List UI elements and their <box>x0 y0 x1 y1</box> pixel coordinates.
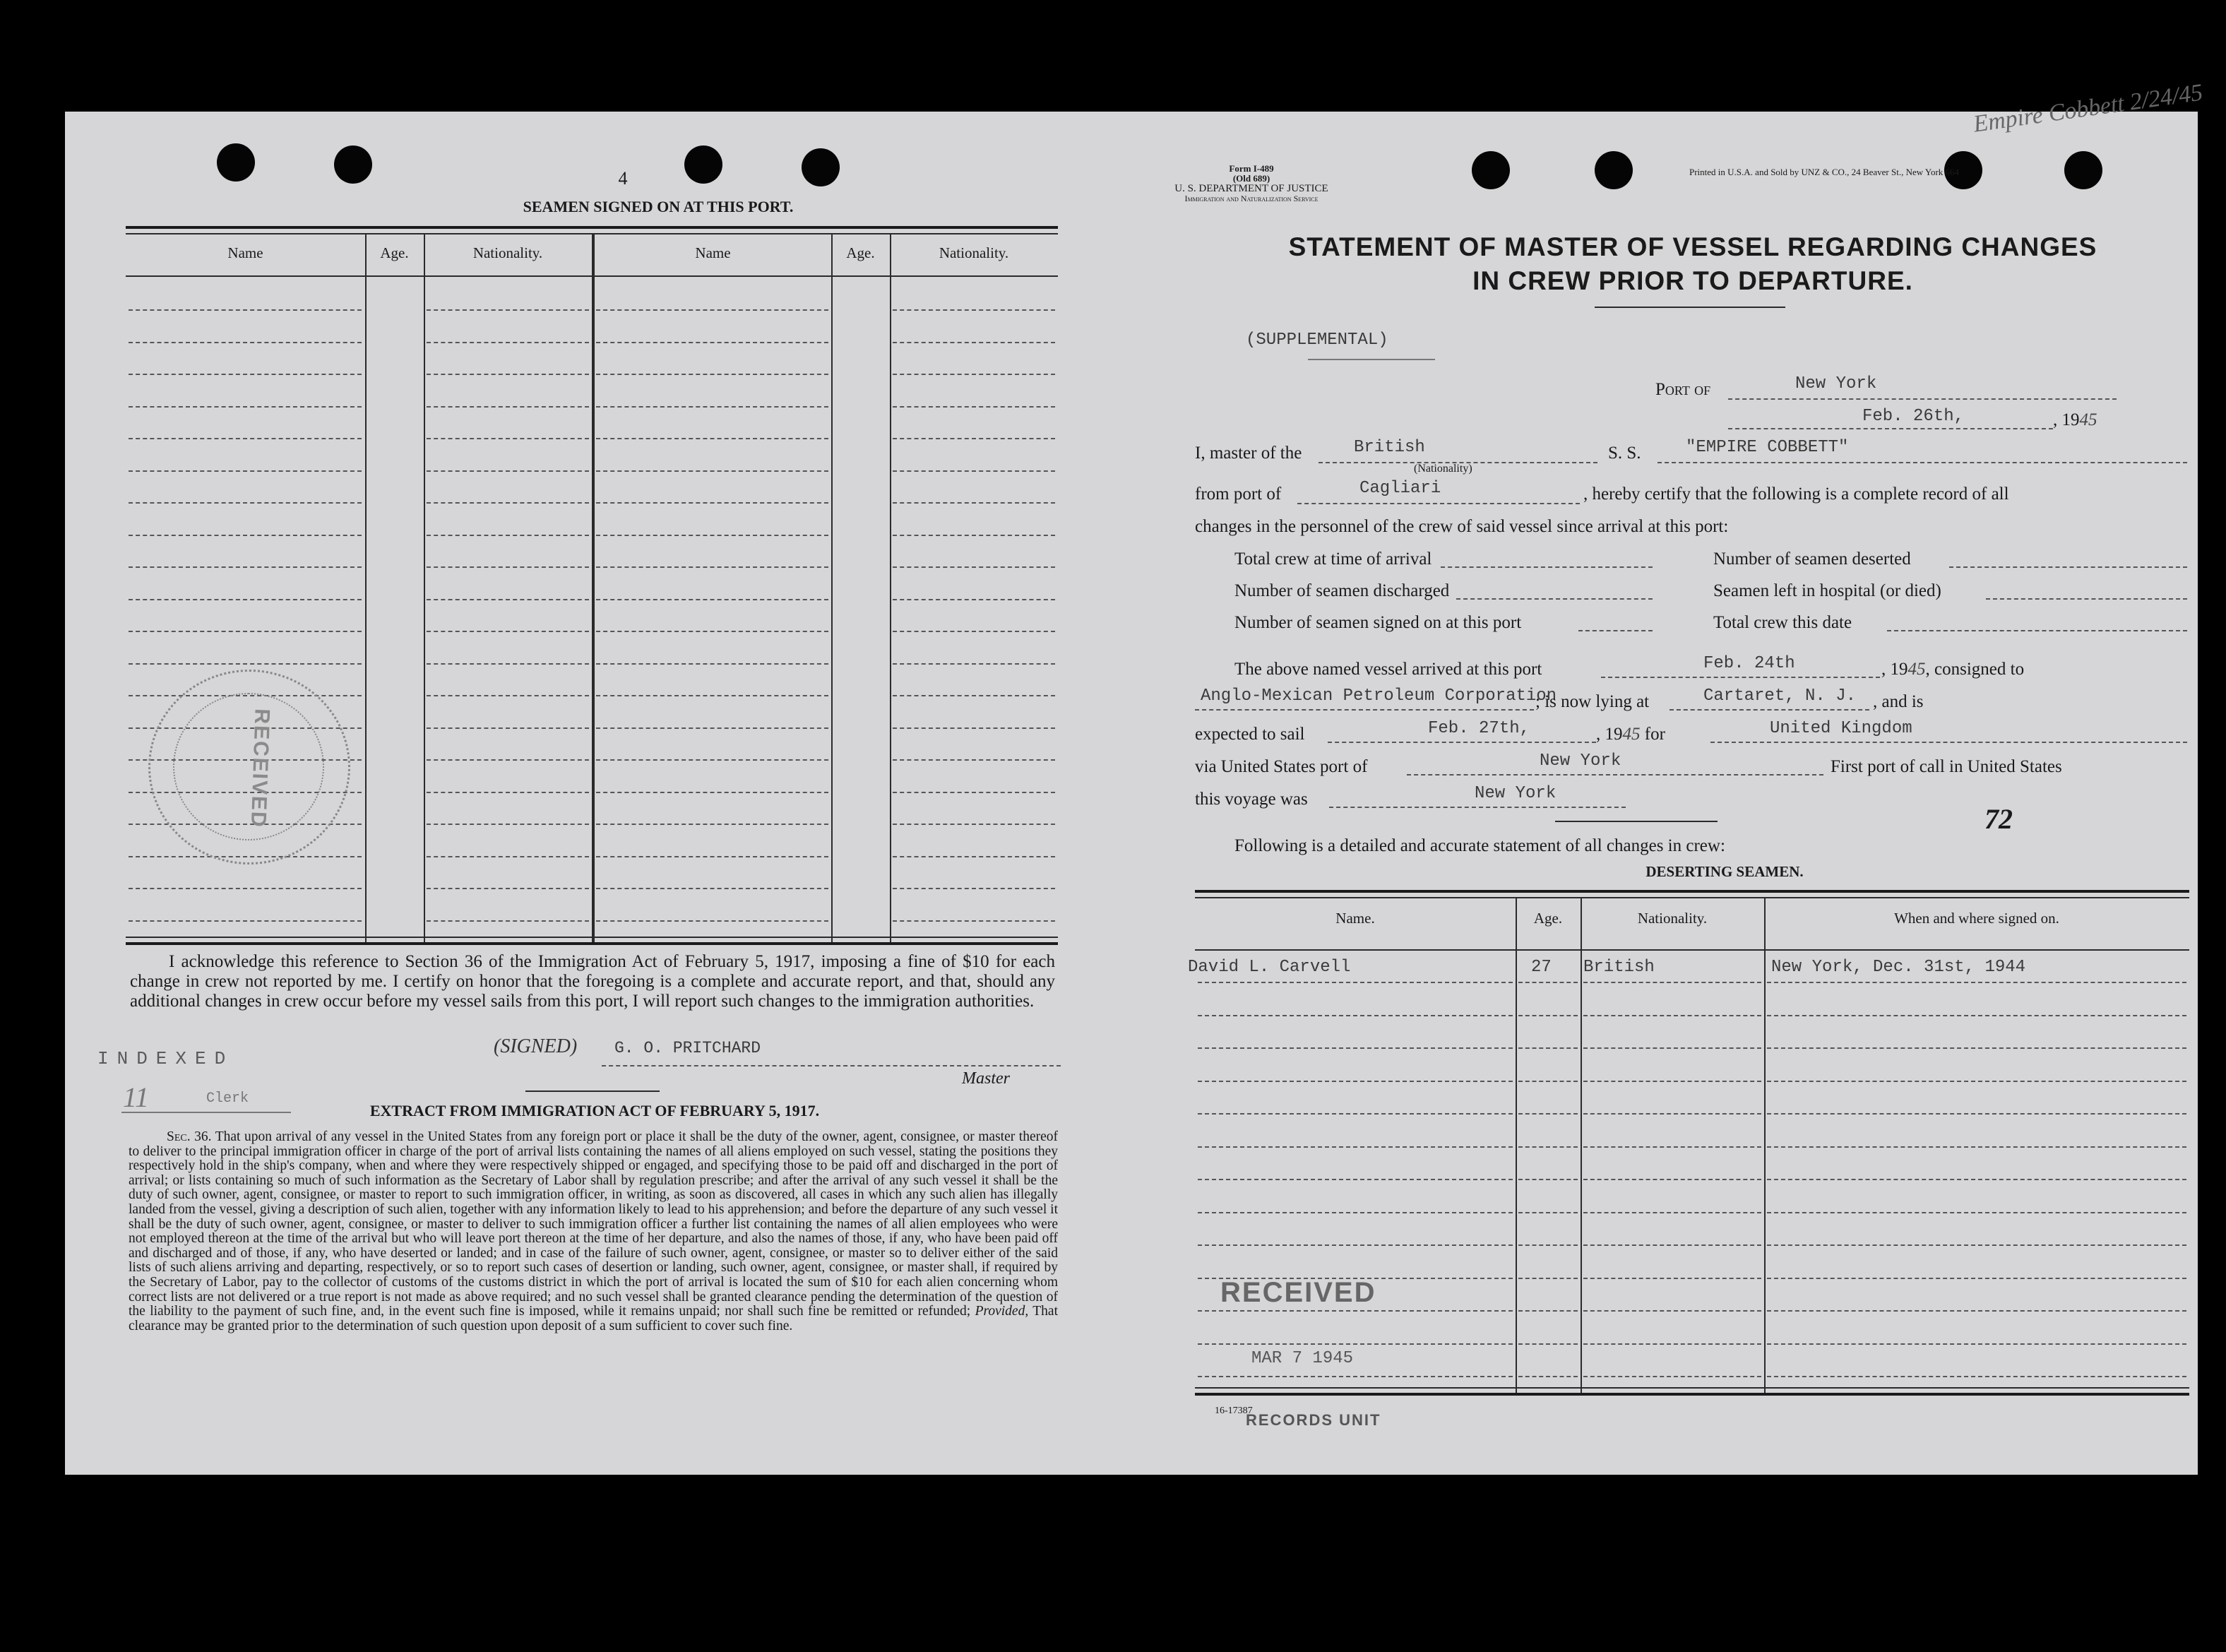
following-text: Following is a detailed and accurate statement of all changes in crew: <box>1234 836 1725 855</box>
received-date-stamp: MAR 7 1945 <box>1251 1349 1354 1368</box>
total-arrival-label: Total crew at time of arrival <box>1234 549 1432 569</box>
page-number: 4 <box>618 168 628 189</box>
ruled-row-line <box>596 535 828 536</box>
ruled-row-line <box>1518 1081 1578 1082</box>
ruled-row-line <box>1518 1146 1578 1148</box>
ruled-row-line <box>1767 1113 2186 1115</box>
ruled-row-line <box>1583 1047 1761 1049</box>
ruled-row-line <box>1518 1179 1578 1180</box>
ruled-row-line <box>1518 1244 1578 1246</box>
signed-note: (SIGNED) <box>494 1035 578 1057</box>
column-header-nationality: Nationality. <box>939 244 1009 261</box>
ruled-row-line <box>1518 1278 1578 1279</box>
ruled-row-line <box>596 566 828 568</box>
ruled-row-line <box>596 470 828 472</box>
from-port-value: Cagliari <box>1359 479 1441 498</box>
punch-hole <box>802 148 840 186</box>
ruled-row-line <box>427 470 589 472</box>
records-unit-stamp: RECORDS UNIT <box>1246 1411 1381 1429</box>
ruled-row-line <box>427 856 589 857</box>
ruled-row-line <box>596 888 828 889</box>
ruled-row-line <box>596 342 828 343</box>
ruled-row-line <box>1518 1343 1578 1345</box>
extract-text: Sec. 36. That upon arrival of any vessel in the United States from any foreign port or place it shall be the duty of the owner, agent, consignee, or master thereof to deliver to the principal immigration officer in charge of the port of arrival lists containing the names of all aliens employed on such vessel, stating the positions they respectively hold in the ship's company, when and where they were respectively shipped or engaged, and specifying those to be paid off and discharged in the port of arrival; or lists containing so much of such information as the Secretary of Labor shall by regulation prescribe; and after the arrival of any such vessel it shall be the duty of such owner, agent, consignee, or master to report to such immigration officer, in writing, as soon as discovered, all cases in which any such alien has illegally landed from the vessel, giving a description of such alien, together with any information likely to lead to his apprehension; and before the departure of any such vessel it shall be the duty of such owner, agent, consignee, or master to deliver to such immigration officer a further list containing the names of all alien employees who were not employed thereon at the time of the arrival but who will leave port thereon at the time of her departure, and also the names of those, if any, who have been paid off and discharged and of those, if any, who have deserted or landed; and in case of the failure of such owner, agent, consignee, or master so to deliver either of the said lists of such aliens arriving and departing, respectively, or so to report such cases of desertion or landing, such owner, agent, consignee, or master shall, if required by the Secretary of Labor, pay to the collector of customs of the customs district in which the port of arrival is located the sum of $10 for each alien concerning whom correct lists are not delivered or a true report is not made as above required; and no such vessel shall be granted clearance pending the determination of the question of the liability to the payment of such fine, and, in the event such fine is imposed, while it remains unpaid; nor shall such fine be remitted or refunded; Provided, That clearance may be granted prior to the determination of such question upon deposit of a sum sufficient to cover such fine. <box>129 1129 1058 1333</box>
total-date-label: Total crew this date <box>1713 613 1852 632</box>
certify-text: , hereby certify that the following is a complete record of all <box>1583 485 2009 504</box>
ruled-row-line <box>1198 1081 1513 1082</box>
ruled-row-line <box>427 888 589 889</box>
master-signature: G. O. PRITCHARD <box>614 1039 761 1057</box>
punch-hole <box>217 143 255 182</box>
ruled-row-line <box>1767 1146 2186 1148</box>
received-seal-stamp <box>148 670 350 864</box>
punch-hole <box>2064 151 2102 189</box>
ruled-row-line <box>129 342 362 343</box>
arrived-year: , 1945, consigned to <box>1881 660 2025 679</box>
column-header-name: Name. <box>1335 910 1375 927</box>
changes-text: changes in the personnel of the crew of said vessel since arrival at this port: <box>1195 517 1729 536</box>
ruled-row-line <box>427 759 589 761</box>
from-port-label: from port of <box>1195 485 1282 504</box>
ruled-row-line <box>427 920 589 922</box>
ruled-row-line <box>1767 1376 2186 1377</box>
ruled-row-line <box>427 566 589 568</box>
ruled-row-line <box>596 824 828 825</box>
ruled-row-line <box>1198 1179 1513 1180</box>
ruled-row-line <box>129 888 362 889</box>
ruled-row-line <box>596 309 828 311</box>
nationality-value: British <box>1354 438 1425 457</box>
ruled-row-line <box>1518 1015 1578 1016</box>
port-of-value: New York <box>1795 374 1877 393</box>
punch-hole <box>1472 151 1510 189</box>
ruled-row-line <box>893 759 1055 761</box>
ruled-row-line <box>893 824 1055 825</box>
deserter-nationality: British <box>1583 958 1655 977</box>
ruled-row-line <box>893 566 1055 568</box>
ruled-row-line <box>1583 1146 1761 1148</box>
consignee-value: Anglo-Mexican Petroleum Corporation <box>1201 687 1557 706</box>
signed-on-title: SEAMEN SIGNED ON AT THIS PORT. <box>523 198 794 215</box>
acknowledgement-text: I acknowledge this reference to Section 36 of the Immigration Act of February 5, 1917, imposing a fine of $10 for each change in crew not reported by me. I certify on honor that the foregoing is a complete and accurate report, and that, should any additional changes in crew occur before my vessel sails from this port, I will report such changes to the immigration authorities. <box>130 952 1055 1011</box>
ruled-row-line <box>1583 1113 1761 1115</box>
ruled-row-line <box>129 309 362 311</box>
received-stamp: RECEIVED <box>1220 1277 1376 1308</box>
nationality-caption: (Nationality) <box>1414 463 1472 475</box>
ruled-row-line <box>1518 1376 1578 1377</box>
expected-label: expected to sail <box>1195 725 1305 744</box>
ruled-row-line <box>1583 1015 1761 1016</box>
ruled-row-line <box>427 374 589 375</box>
ruled-row-line <box>1198 1244 1513 1246</box>
ruled-row-line <box>1518 982 1578 983</box>
ruled-row-line <box>893 374 1055 375</box>
column-header-name: Name <box>695 244 731 261</box>
via-value: New York <box>1540 751 1621 771</box>
ruled-row-line <box>893 856 1055 857</box>
column-header-age: Age. <box>380 244 409 261</box>
indexed-clerk-label: Clerk <box>206 1091 249 1107</box>
ruled-row-line <box>893 309 1055 311</box>
ruled-row-line <box>1767 1015 2186 1016</box>
ruled-row-line <box>1767 1179 2186 1180</box>
destination-value: United Kingdom <box>1770 719 1912 738</box>
ruled-row-line <box>129 406 362 408</box>
ruled-row-line <box>596 502 828 504</box>
ruled-row-line <box>1518 1212 1578 1213</box>
column-header-nationality: Nationality. <box>1637 910 1708 927</box>
ruled-row-line <box>596 695 828 696</box>
ruled-row-line <box>1583 1244 1761 1246</box>
ruled-row-line <box>129 374 362 375</box>
handwritten-number: 72 <box>1984 803 2013 835</box>
ruled-row-line <box>1518 1310 1578 1312</box>
signed-on-label: Number of seamen signed on at this port <box>1234 613 1522 632</box>
ruled-row-line <box>1198 1047 1513 1049</box>
ruled-row-line <box>596 920 828 922</box>
ruled-row-line <box>1518 1113 1578 1115</box>
ruled-row-line <box>427 663 589 665</box>
ruled-row-line <box>1198 1343 1513 1345</box>
extract-title: EXTRACT FROM IMMIGRATION ACT OF FEBRUARY 5, 1917. <box>369 1102 820 1119</box>
arrived-value: Feb. 24th <box>1703 654 1795 673</box>
ruled-row-line <box>129 599 362 600</box>
lying-label: ; is now lying at <box>1535 692 1650 711</box>
ruled-row-line <box>893 535 1055 536</box>
ruled-row-line <box>1198 1376 1513 1377</box>
column-header-nationality: Nationality. <box>472 244 543 261</box>
ruled-row-line <box>427 438 589 439</box>
ruled-row-line <box>893 502 1055 504</box>
ruled-row-line <box>1767 1244 2186 1246</box>
ruled-row-line <box>1583 1310 1761 1312</box>
ruled-row-line <box>129 470 362 472</box>
ruled-row-line <box>427 406 589 408</box>
date-value: Feb. 26th, <box>1862 407 1965 426</box>
handwritten-ship-note: Empire Cobbett 2/24/45 <box>1972 79 2205 138</box>
ruled-row-line <box>1767 982 2186 983</box>
column-header-age: Age. <box>1533 910 1563 927</box>
ruled-row-line <box>427 502 589 504</box>
ruled-row-line <box>1583 1278 1761 1279</box>
ruled-row-line <box>1198 1310 1513 1312</box>
ruled-row-line <box>427 309 589 311</box>
ruled-row-line <box>1583 1179 1761 1180</box>
deserter-name: David L. Carvell <box>1188 958 1351 977</box>
ruled-row-line <box>596 663 828 665</box>
ruled-row-line <box>427 824 589 825</box>
ship-name: "EMPIRE COBBETT" <box>1686 438 1849 457</box>
column-header-signed-on: When and where signed on. <box>1894 910 2059 927</box>
ss-label: S. S. <box>1608 444 1641 463</box>
column-header-name: Name <box>227 244 263 261</box>
arrived-label: The above named vessel arrived at this port <box>1234 660 1542 679</box>
form-header: Form I-489 (Old 689) U. S. DEPARTMENT OF JUSTICE Immigration and Naturalization Service <box>1174 163 1328 203</box>
ruled-row-line <box>893 920 1055 922</box>
ruled-row-line <box>427 342 589 343</box>
printer-credit: Printed in U.S.A. and Sold by UNZ & CO., 24 Beaver St., New York 664 <box>1689 167 1960 177</box>
ruled-row-line <box>1583 1081 1761 1082</box>
first-port-label: First port of call in United States <box>1831 757 2062 776</box>
sail-year: , 1945 for <box>1596 725 1665 744</box>
ruled-row-line <box>1583 982 1761 983</box>
form-code: 16-17387 <box>1215 1406 1253 1416</box>
ruled-row-line <box>129 663 362 665</box>
received-stamp-text: RECEIVED <box>246 708 274 829</box>
date-year: , 1945 <box>2053 410 2097 429</box>
ruled-row-line <box>1198 982 1513 983</box>
ruled-row-line <box>596 856 828 857</box>
ruled-row-line <box>427 792 589 793</box>
ruled-row-line <box>596 631 828 632</box>
ruled-row-line <box>893 792 1055 793</box>
ruled-row-line <box>427 631 589 632</box>
discharged-label: Number of seamen discharged <box>1234 581 1450 600</box>
supplemental-note: (SUPPLEMENTAL) <box>1246 331 1388 350</box>
ruled-row-line <box>893 599 1055 600</box>
indexed-clerk-mark: 11 <box>123 1081 150 1113</box>
deserter-age: 27 <box>1531 958 1552 977</box>
lying-value: Cartaret, N. J. <box>1703 687 1857 706</box>
ruled-row-line <box>129 631 362 632</box>
ruled-row-line <box>1198 1113 1513 1115</box>
ruled-row-line <box>427 727 589 729</box>
ruled-row-line <box>893 438 1055 439</box>
form-title: STATEMENT OF MASTER OF VESSEL REGARDING CHANGES IN CREW PRIOR TO DEPARTURE. <box>1288 232 2097 295</box>
deserted-label: Number of seamen deserted <box>1713 549 1911 569</box>
ruled-row-line <box>893 727 1055 729</box>
ruled-row-line <box>1198 1146 1513 1148</box>
ruled-row-line <box>893 342 1055 343</box>
ruled-row-line <box>1518 1047 1578 1049</box>
ruled-row-line <box>596 759 828 761</box>
ruled-row-line <box>129 438 362 439</box>
port-of-label: Port of <box>1655 380 1711 399</box>
ruled-row-line <box>1767 1310 2186 1312</box>
ruled-row-line <box>596 599 828 600</box>
voyage-value: New York <box>1475 784 1557 803</box>
ruled-row-line <box>129 920 362 922</box>
ruled-row-line <box>596 792 828 793</box>
via-label: via United States port of <box>1195 757 1368 776</box>
ruled-row-line <box>893 888 1055 889</box>
ruled-row-line <box>129 566 362 568</box>
ruled-row-line <box>893 663 1055 665</box>
ruled-row-line <box>596 727 828 729</box>
ruled-row-line <box>427 695 589 696</box>
ruled-row-line <box>1767 1343 2186 1345</box>
ruled-row-line <box>596 406 828 408</box>
deserting-table-title: DESERTING SEAMEN. <box>1645 863 1804 880</box>
ruled-row-line <box>1767 1081 2186 1082</box>
document-page <box>65 79 2205 1475</box>
ruled-row-line <box>427 599 589 600</box>
punch-hole <box>684 145 722 184</box>
ruled-row-line <box>1583 1376 1761 1377</box>
ruled-row-line <box>893 695 1055 696</box>
ruled-row-line <box>427 535 589 536</box>
ruled-row-line <box>1767 1047 2186 1049</box>
column-header-age: Age. <box>846 244 875 261</box>
ruled-row-line <box>893 631 1055 632</box>
punch-hole <box>334 145 372 184</box>
ruled-row-line <box>1583 1343 1761 1345</box>
ruled-row-line <box>893 406 1055 408</box>
ruled-row-line <box>1198 1015 1513 1016</box>
sail-date-value: Feb. 27th, <box>1428 719 1530 738</box>
ruled-row-line <box>129 502 362 504</box>
master-label: Master <box>962 1069 1010 1088</box>
ruled-row-line <box>596 374 828 375</box>
ruled-row-line <box>1198 1212 1513 1213</box>
ruled-row-line <box>893 470 1055 472</box>
ruled-row-line <box>1767 1278 2186 1279</box>
and-is-label: , and is <box>1873 692 1924 711</box>
voyage-label: this voyage was <box>1195 790 1308 809</box>
ruled-row-line <box>1583 1212 1761 1213</box>
ruled-row-line <box>1767 1212 2186 1213</box>
deserter-signed-on: New York, Dec. 31st, 1944 <box>1771 958 2026 977</box>
ruled-row-line <box>596 438 828 439</box>
ruled-row-line <box>129 535 362 536</box>
punch-hole <box>1595 151 1633 189</box>
indexed-stamp: INDEXED <box>97 1048 234 1069</box>
hospital-label: Seamen left in hospital (or died) <box>1713 581 1941 600</box>
master-of-label: I, master of the <box>1195 444 1302 463</box>
